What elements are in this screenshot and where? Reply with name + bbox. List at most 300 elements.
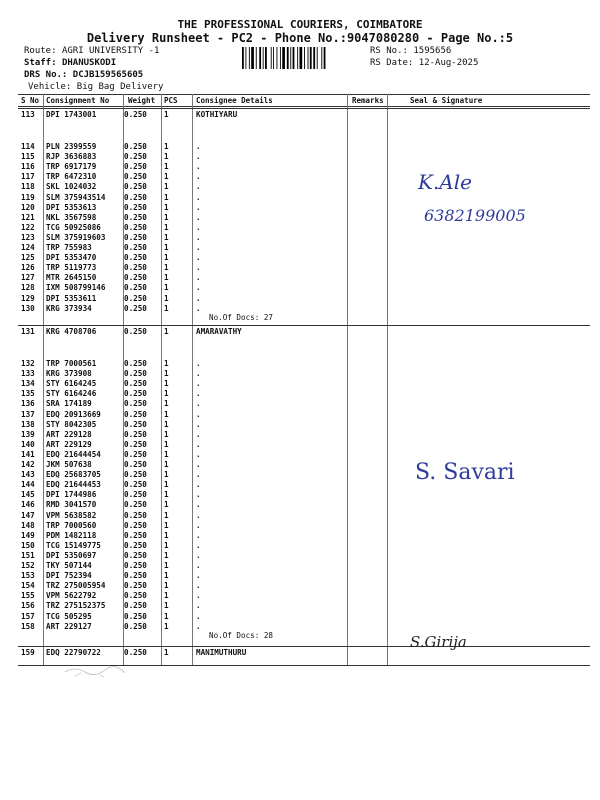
cell-weight: 0.250 bbox=[124, 110, 147, 119]
cell-sno: 124 bbox=[21, 243, 35, 252]
cell-weight: 0.250 bbox=[124, 389, 147, 399]
cell-consignment: EDQ 25683705 bbox=[46, 470, 101, 480]
cell-sno: 137 bbox=[21, 409, 35, 419]
cell-consignee: . bbox=[196, 601, 201, 611]
cell-consignment: MTR 2645150 bbox=[46, 273, 97, 283]
barcode-bar bbox=[300, 47, 303, 69]
cell-consignment: IXM 508799146 bbox=[46, 283, 106, 293]
cell-pcs: 1 bbox=[164, 500, 169, 510]
cell-consignment: VPM 5622792 bbox=[46, 591, 97, 601]
cell-consignment: TRP 6917179 bbox=[46, 162, 97, 172]
staff-label: Staff: bbox=[24, 58, 57, 68]
cell-sno: 119 bbox=[21, 192, 35, 202]
cell-consignment: TRZ 275005954 bbox=[46, 581, 106, 591]
cell-consignment: DPI 1744986 bbox=[46, 490, 97, 500]
cell-consignee: . bbox=[196, 500, 201, 510]
cell-pcs: 1 bbox=[164, 283, 169, 293]
cell-consignment: TCG 50925086 bbox=[46, 222, 101, 232]
cell-weight: 0.250 bbox=[124, 550, 147, 560]
cell-pcs: 1 bbox=[164, 232, 169, 242]
no-of-docs: No.Of Docs: 28 bbox=[209, 630, 274, 640]
cell-consignee: . bbox=[196, 142, 201, 151]
cell-pcs: 1 bbox=[164, 182, 169, 192]
cell-consignment: EDQ 20913669 bbox=[46, 409, 101, 419]
cell-pcs: 1 bbox=[164, 561, 169, 570]
rs-date-line bbox=[370, 58, 478, 68]
cell-weight: 0.250 bbox=[124, 273, 147, 283]
cell-pcs: 1 bbox=[164, 369, 169, 379]
cell-consignee: . bbox=[196, 510, 201, 520]
cell-consignment: TCG 505295 bbox=[46, 611, 92, 621]
cell-consignment: JKM 507638 bbox=[46, 460, 92, 469]
cell-sno: 143 bbox=[21, 470, 35, 480]
cell-weight: 0.250 bbox=[124, 399, 147, 409]
cell-weight: 0.250 bbox=[124, 439, 147, 449]
barcode-bar bbox=[280, 47, 281, 69]
cell-pcs: 1 bbox=[164, 409, 169, 419]
cell-weight: 0.250 bbox=[124, 263, 147, 273]
cell-weight: 0.250 bbox=[124, 327, 147, 336]
cell-weight: 0.250 bbox=[124, 591, 147, 601]
cell-pcs: 1 bbox=[164, 601, 169, 611]
cell-pcs: 1 bbox=[164, 611, 169, 621]
cell-weight: 0.250 bbox=[124, 648, 147, 657]
cell-consignee: MANIMUTHURU bbox=[196, 648, 247, 657]
drs-label: DRS No.: bbox=[24, 70, 68, 80]
handwritten-signature: K.Ale bbox=[418, 170, 472, 194]
barcode-bar bbox=[304, 47, 305, 69]
barcode-bar bbox=[263, 47, 264, 69]
cell-consignment: VPM 5638582 bbox=[46, 510, 97, 520]
cell-consignee: . bbox=[196, 449, 201, 459]
barcode-bar bbox=[297, 47, 298, 69]
cell-pcs: 1 bbox=[164, 327, 169, 336]
cell-weight: 0.250 bbox=[124, 192, 147, 202]
no-of-docs: No.Of Docs: 27 bbox=[209, 312, 274, 322]
cell-weight: 0.250 bbox=[124, 369, 147, 379]
cell-pcs: 1 bbox=[164, 303, 169, 313]
cell-consignment: PDM 1482118 bbox=[46, 530, 97, 540]
barcode-bar bbox=[313, 47, 315, 69]
cell-weight: 0.250 bbox=[124, 409, 147, 419]
cell-pcs: 1 bbox=[164, 439, 169, 449]
column-divider bbox=[161, 94, 162, 666]
route-value: AGRI UNIVERSITY -1 bbox=[61, 46, 160, 56]
cell-pcs: 1 bbox=[164, 389, 169, 399]
barcode-bar bbox=[293, 47, 295, 69]
cell-weight: 0.250 bbox=[124, 490, 147, 500]
vehicle-label: Vehicle: bbox=[28, 82, 72, 92]
cell-consignee: . bbox=[196, 172, 201, 182]
cell-sno: 132 bbox=[21, 359, 35, 368]
cell-sno: 157 bbox=[21, 611, 35, 621]
cell-sno: 136 bbox=[21, 399, 35, 409]
cell-sno: 159 bbox=[21, 648, 35, 657]
cell-sno: 120 bbox=[21, 202, 35, 212]
cell-sno: 141 bbox=[21, 449, 35, 459]
cell-sno: 138 bbox=[21, 419, 35, 429]
cell-sno: 131 bbox=[21, 327, 35, 336]
barcode-bar bbox=[249, 47, 250, 69]
col-consignee: Consignee Details bbox=[196, 96, 273, 105]
barcode-bar bbox=[317, 47, 318, 69]
cell-sno: 147 bbox=[21, 510, 35, 520]
cell-consignment: STY 6164245 bbox=[46, 379, 97, 389]
barcode-bar bbox=[256, 47, 257, 69]
cell-weight: 0.250 bbox=[124, 172, 147, 182]
cell-pcs: 1 bbox=[164, 540, 169, 550]
cell-consignee: . bbox=[196, 283, 201, 293]
cell-consignee: . bbox=[196, 182, 201, 192]
column-divider bbox=[347, 94, 348, 666]
drs-value: DCJB159565605 bbox=[72, 70, 144, 80]
cell-consignee: . bbox=[196, 611, 201, 621]
group-separator bbox=[18, 108, 590, 109]
cell-pcs: 1 bbox=[164, 273, 169, 283]
cell-consignment: TKY 507144 bbox=[46, 561, 92, 570]
col-seal-signature: Seal & Signature bbox=[410, 96, 483, 105]
cell-pcs: 1 bbox=[164, 581, 169, 591]
column-divider bbox=[43, 94, 44, 666]
cell-weight: 0.250 bbox=[124, 460, 147, 469]
cell-sno: 113 bbox=[21, 110, 35, 119]
cell-weight: 0.250 bbox=[124, 243, 147, 252]
cell-sno: 114 bbox=[21, 142, 35, 151]
cell-consignee: . bbox=[196, 232, 201, 242]
cell-sno: 116 bbox=[21, 162, 35, 172]
barcode-bar bbox=[242, 47, 244, 69]
cell-pcs: 1 bbox=[164, 293, 169, 303]
cell-consignee: . bbox=[196, 389, 201, 399]
cell-sno: 146 bbox=[21, 500, 35, 510]
cell-consignee: . bbox=[196, 212, 201, 222]
cell-consignee: . bbox=[196, 419, 201, 429]
handwritten-signature: S. Savari bbox=[415, 460, 515, 485]
barcode-bar bbox=[308, 47, 309, 69]
cell-weight: 0.250 bbox=[124, 500, 147, 510]
table-top-border bbox=[18, 94, 590, 95]
cell-weight: 0.250 bbox=[124, 621, 147, 631]
cell-sno: 134 bbox=[21, 379, 35, 389]
cell-consignee: . bbox=[196, 253, 201, 263]
cell-consignment: TCG 15149775 bbox=[46, 540, 101, 550]
cell-consignee: . bbox=[196, 303, 201, 313]
cell-pcs: 1 bbox=[164, 379, 169, 389]
cell-consignee: . bbox=[196, 263, 201, 273]
cell-weight: 0.250 bbox=[124, 601, 147, 611]
cell-weight: 0.250 bbox=[124, 581, 147, 591]
cell-consignee: . bbox=[196, 369, 201, 379]
group-separator bbox=[18, 646, 590, 647]
cell-consignment: TRP 755983 bbox=[46, 243, 92, 252]
cell-sno: 154 bbox=[21, 581, 35, 591]
cell-pcs: 1 bbox=[164, 510, 169, 520]
cell-sno: 117 bbox=[21, 172, 35, 182]
cell-consignment: KRG 373934 bbox=[46, 303, 92, 313]
cell-weight: 0.250 bbox=[124, 561, 147, 570]
cell-sno: 128 bbox=[21, 283, 35, 293]
cell-consignee: . bbox=[196, 359, 201, 368]
cell-sno: 127 bbox=[21, 273, 35, 283]
cell-sno: 149 bbox=[21, 530, 35, 540]
cell-consignment: KRG 373908 bbox=[46, 369, 92, 379]
cell-consignment: SKL 1024032 bbox=[46, 182, 97, 192]
cell-consignment: RJP 3636883 bbox=[46, 152, 97, 162]
cell-weight: 0.250 bbox=[124, 571, 147, 581]
cell-consignment: EDQ 21644454 bbox=[46, 449, 101, 459]
cell-weight: 0.250 bbox=[124, 510, 147, 520]
cell-pcs: 1 bbox=[164, 429, 169, 439]
cell-consignee: . bbox=[196, 273, 201, 283]
cell-pcs: 1 bbox=[164, 419, 169, 429]
cell-consignment: EDQ 22790722 bbox=[46, 648, 101, 657]
cell-weight: 0.250 bbox=[124, 283, 147, 293]
barcode-bar bbox=[321, 47, 322, 69]
cell-pcs: 1 bbox=[164, 212, 169, 222]
cell-pcs: 1 bbox=[164, 470, 169, 480]
cell-consignee: . bbox=[196, 379, 201, 389]
cell-weight: 0.250 bbox=[124, 359, 147, 368]
handwritten-phone: 6382199005 bbox=[424, 206, 526, 225]
cell-weight: 0.250 bbox=[124, 480, 147, 490]
cell-weight: 0.250 bbox=[124, 222, 147, 232]
cell-sno: 118 bbox=[21, 182, 35, 192]
cell-consignee: . bbox=[196, 470, 201, 480]
cell-pcs: 1 bbox=[164, 192, 169, 202]
col-remarks: Remarks bbox=[352, 96, 384, 105]
barcode-bar bbox=[265, 47, 267, 69]
col-pcs: PCS bbox=[164, 96, 178, 105]
cell-consignee: . bbox=[196, 591, 201, 601]
cell-pcs: 1 bbox=[164, 571, 169, 581]
drs-line bbox=[24, 70, 143, 80]
cell-pcs: 1 bbox=[164, 648, 169, 657]
cell-weight: 0.250 bbox=[124, 293, 147, 303]
cell-sno: 140 bbox=[21, 439, 35, 449]
cell-consignment: TRZ 275152375 bbox=[46, 601, 106, 611]
cell-pcs: 1 bbox=[164, 110, 169, 119]
cell-weight: 0.250 bbox=[124, 429, 147, 439]
cell-pcs: 1 bbox=[164, 621, 169, 631]
cell-weight: 0.250 bbox=[124, 152, 147, 162]
cell-consignment: KRG 4708706 bbox=[46, 327, 97, 336]
barcode-bar bbox=[259, 47, 261, 69]
cell-consignee: AMARAVATHY bbox=[196, 327, 242, 336]
cell-consignee: . bbox=[196, 243, 201, 252]
cell-consignment: STY 8042305 bbox=[46, 419, 97, 429]
cell-sno: 145 bbox=[21, 490, 35, 500]
cell-consignment: DPI 5353613 bbox=[46, 202, 97, 212]
handwritten-signature: S.Girija bbox=[410, 633, 467, 651]
cell-consignment: DPI 5353470 bbox=[46, 253, 97, 263]
barcode-bar bbox=[273, 47, 274, 69]
cell-consignee: . bbox=[196, 571, 201, 581]
cell-sno: 144 bbox=[21, 480, 35, 490]
cell-consignee: . bbox=[196, 429, 201, 439]
rs-no-label: RS No.: bbox=[370, 46, 408, 56]
cell-weight: 0.250 bbox=[124, 540, 147, 550]
column-divider bbox=[387, 94, 388, 666]
cell-consignee: . bbox=[196, 202, 201, 212]
cell-consignment: STY 6164246 bbox=[46, 389, 97, 399]
cell-consignee: . bbox=[196, 409, 201, 419]
cell-weight: 0.250 bbox=[124, 253, 147, 263]
cell-consignment: DPI 752394 bbox=[46, 571, 92, 581]
cell-sno: 151 bbox=[21, 550, 35, 560]
cell-consignment: TRP 7000561 bbox=[46, 359, 97, 368]
cell-consignment: TRP 7000560 bbox=[46, 520, 97, 530]
cell-weight: 0.250 bbox=[124, 611, 147, 621]
cell-sno: 142 bbox=[21, 460, 35, 469]
cell-sno: 130 bbox=[21, 303, 35, 313]
cell-consignee: . bbox=[196, 152, 201, 162]
barcode-bar bbox=[251, 47, 254, 69]
rs-no-line bbox=[370, 46, 451, 56]
cell-consignee: . bbox=[196, 439, 201, 449]
cell-consignment: SLM 375943514 bbox=[46, 192, 106, 202]
cell-pcs: 1 bbox=[164, 480, 169, 490]
cell-sno: 123 bbox=[21, 232, 35, 242]
cell-consignment: PLN 2399559 bbox=[46, 142, 97, 151]
cell-pcs: 1 bbox=[164, 243, 169, 252]
cell-pcs: 1 bbox=[164, 530, 169, 540]
barcode-bar bbox=[277, 47, 278, 69]
cell-consignee: . bbox=[196, 621, 201, 631]
pen-scribble bbox=[60, 660, 150, 680]
cell-consignee: . bbox=[196, 480, 201, 490]
cell-consignment: EDQ 21644453 bbox=[46, 480, 101, 490]
cell-pcs: 1 bbox=[164, 550, 169, 560]
col-weight: Weight bbox=[128, 96, 156, 105]
col-sno: S No bbox=[21, 96, 40, 105]
barcode-bar bbox=[287, 47, 289, 69]
rs-no-value: 1595656 bbox=[413, 46, 452, 56]
cell-sno: 129 bbox=[21, 293, 35, 303]
cell-pcs: 1 bbox=[164, 460, 169, 469]
cell-sno: 153 bbox=[21, 571, 35, 581]
cell-consignment: SRA 174189 bbox=[46, 399, 92, 409]
cell-consignee: . bbox=[196, 293, 201, 303]
cell-consignment: NKL 3567598 bbox=[46, 212, 97, 222]
cell-consignment: RMD 3041570 bbox=[46, 500, 97, 510]
cell-weight: 0.250 bbox=[124, 202, 147, 212]
cell-pcs: 1 bbox=[164, 359, 169, 368]
barcode-bar bbox=[310, 47, 312, 69]
cell-sno: 158 bbox=[21, 621, 35, 631]
cell-consignment: TRP 6472310 bbox=[46, 172, 97, 182]
route-line bbox=[24, 46, 159, 56]
cell-consignment: SLM 375919603 bbox=[46, 232, 106, 242]
cell-pcs: 1 bbox=[164, 162, 169, 172]
cell-sno: 156 bbox=[21, 601, 35, 611]
cell-consignment: ART 229129 bbox=[46, 439, 92, 449]
barcode-bar bbox=[290, 47, 291, 69]
vehicle-value: Big Bag Delivery bbox=[76, 82, 164, 92]
cell-consignee: . bbox=[196, 192, 201, 202]
cell-weight: 0.250 bbox=[124, 449, 147, 459]
cell-consignee: . bbox=[196, 581, 201, 591]
cell-weight: 0.250 bbox=[124, 232, 147, 242]
cell-weight: 0.250 bbox=[124, 470, 147, 480]
cell-weight: 0.250 bbox=[124, 379, 147, 389]
cell-consignee: . bbox=[196, 561, 201, 570]
runsheet-title: Delivery Runsheet - PC2 - Phone No.:9047080280 - Page No.:5 bbox=[86, 31, 514, 45]
cell-pcs: 1 bbox=[164, 399, 169, 409]
cell-consignment: DPI 5350697 bbox=[46, 550, 97, 560]
cell-weight: 0.250 bbox=[124, 162, 147, 172]
staff-line bbox=[24, 58, 116, 68]
cell-consignee: . bbox=[196, 520, 201, 530]
cell-sno: 115 bbox=[21, 152, 35, 162]
cell-weight: 0.250 bbox=[124, 182, 147, 192]
cell-pcs: 1 bbox=[164, 520, 169, 530]
staff-value: DHANUSKODI bbox=[61, 58, 117, 68]
cell-sno: 121 bbox=[21, 212, 35, 222]
barcode-bar bbox=[245, 47, 246, 69]
vehicle-line bbox=[28, 82, 163, 92]
cell-weight: 0.250 bbox=[124, 212, 147, 222]
cell-sno: 150 bbox=[21, 540, 35, 550]
cell-pcs: 1 bbox=[164, 490, 169, 500]
route-label: Route: bbox=[24, 46, 57, 56]
rs-date-value: 12-Aug-2025 bbox=[418, 58, 479, 68]
cell-consignment: DPI 1743001 bbox=[46, 110, 97, 119]
cell-weight: 0.250 bbox=[124, 419, 147, 429]
cell-consignment: TRP 5119773 bbox=[46, 263, 97, 273]
cell-pcs: 1 bbox=[164, 152, 169, 162]
cell-consignee: . bbox=[196, 530, 201, 540]
cell-consignee: . bbox=[196, 490, 201, 500]
cell-consignee: . bbox=[196, 460, 201, 469]
cell-sno: 148 bbox=[21, 520, 35, 530]
barcode-bar bbox=[282, 47, 285, 69]
cell-pcs: 1 bbox=[164, 253, 169, 263]
cell-consignment: ART 229128 bbox=[46, 429, 92, 439]
cell-weight: 0.250 bbox=[124, 142, 147, 151]
table-header-border bbox=[18, 106, 590, 107]
rs-date-label: RS Date: bbox=[370, 58, 414, 68]
cell-sno: 133 bbox=[21, 369, 35, 379]
cell-weight: 0.250 bbox=[124, 303, 147, 313]
cell-consignee: . bbox=[196, 222, 201, 232]
col-consignment: Consignment No bbox=[46, 96, 110, 105]
cell-sno: 135 bbox=[21, 389, 35, 399]
barcode-bar bbox=[324, 47, 326, 69]
cell-pcs: 1 bbox=[164, 263, 169, 273]
cell-sno: 139 bbox=[21, 429, 35, 439]
column-divider bbox=[192, 94, 193, 666]
cell-consignment: ART 229127 bbox=[46, 621, 92, 631]
cell-pcs: 1 bbox=[164, 222, 169, 232]
cell-sno: 125 bbox=[21, 253, 35, 263]
group-separator bbox=[18, 325, 590, 326]
cell-weight: 0.250 bbox=[124, 520, 147, 530]
barcode-image bbox=[240, 47, 364, 69]
cell-pcs: 1 bbox=[164, 142, 169, 151]
cell-sno: 122 bbox=[21, 222, 35, 232]
cell-sno: 126 bbox=[21, 263, 35, 273]
cell-consignment: DPI 5353611 bbox=[46, 293, 97, 303]
cell-sno: 155 bbox=[21, 591, 35, 601]
cell-pcs: 1 bbox=[164, 172, 169, 182]
barcode-bar bbox=[271, 47, 272, 69]
cell-sno: 152 bbox=[21, 561, 35, 570]
cell-consignee: . bbox=[196, 540, 201, 550]
cell-pcs: 1 bbox=[164, 202, 169, 212]
cell-consignee: . bbox=[196, 550, 201, 560]
cell-pcs: 1 bbox=[164, 591, 169, 601]
company-name: THE PROFESSIONAL COURIERS, COIMBATORE bbox=[177, 18, 423, 31]
